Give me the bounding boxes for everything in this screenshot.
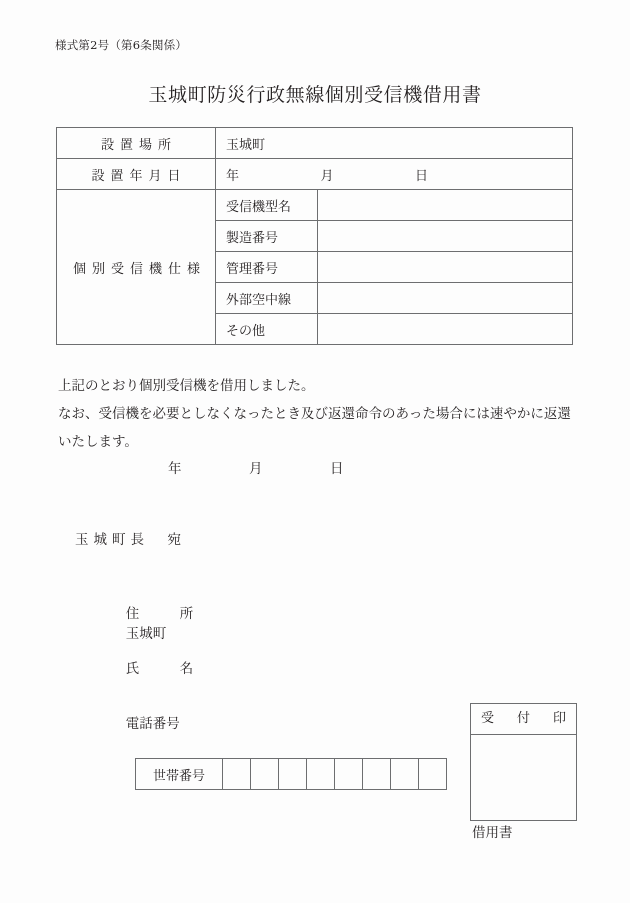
value-address[interactable]: 玉城町 — [125, 626, 167, 642]
label-address: 住 所 — [125, 606, 194, 622]
receipt-stamp-area[interactable] — [471, 735, 576, 820]
label-install-date-text: 設置年月日 — [91, 168, 187, 184]
label-install-location — [57, 128, 216, 159]
submission-date-line[interactable]: 年 月 日 — [168, 461, 344, 477]
body-paragraph-3: いたします。 — [58, 434, 138, 450]
receipt-stamp-header: 受 付 印 — [471, 704, 576, 735]
table-row-install-location — [57, 128, 573, 159]
label-serial-number: 製造番号 — [216, 221, 318, 252]
household-digit-cell[interactable] — [251, 759, 279, 790]
household-digit-cell[interactable] — [307, 759, 335, 790]
installation-spec-table — [56, 127, 573, 345]
table-row-receiver-model — [57, 190, 573, 221]
label-household-number: 世帯番号 — [136, 759, 223, 790]
value-other[interactable] — [318, 314, 573, 345]
household-digit-cell[interactable] — [279, 759, 307, 790]
label-control-number: 管理番号 — [216, 252, 318, 283]
body-paragraph-1: 上記のとおり個別受信機を借用しました。 — [58, 378, 315, 394]
value-install-location[interactable]: 玉城町 — [216, 128, 573, 159]
value-install-date[interactable]: 年 月 日 — [216, 159, 573, 190]
household-digit-cell[interactable] — [223, 759, 251, 790]
label-install-date — [57, 159, 216, 190]
household-digit-cell[interactable] — [363, 759, 391, 790]
household-digit-cell[interactable] — [391, 759, 419, 790]
value-control-number[interactable] — [318, 252, 573, 283]
label-receiver-model: 受信機型名 — [216, 190, 318, 221]
label-install-location-text: 設置場所 — [100, 137, 177, 153]
body-paragraph-2: なお、受信機を必要としなくなったとき及び返還命令のあった場合には速やかに返還 — [58, 406, 571, 422]
label-other: その他 — [216, 314, 318, 345]
household-digit-cell[interactable] — [335, 759, 363, 790]
label-receiver-spec — [57, 190, 216, 345]
value-external-antenna[interactable] — [318, 283, 573, 314]
value-serial-number[interactable] — [318, 221, 573, 252]
signature-block — [100, 586, 193, 751]
body-statement — [58, 372, 578, 456]
signature-row-address — [100, 586, 193, 641]
receipt-stamp-caption: 借用書 — [472, 825, 513, 841]
household-number-grid — [135, 758, 447, 790]
household-number-row — [136, 759, 447, 790]
table-row-install-date — [57, 159, 573, 190]
label-name: 氏 名 — [125, 661, 194, 677]
receipt-stamp-box — [470, 703, 577, 821]
label-external-antenna: 外部空中線 — [216, 283, 318, 314]
label-phone: 電話番号 — [125, 716, 180, 732]
household-digit-cell[interactable] — [419, 759, 447, 790]
label-receiver-spec-text: 個別受信機仕様 — [73, 261, 207, 277]
addressee-line: 玉城町長 宛 — [75, 532, 186, 548]
form-code-label: 様式第2号（第6条関係） — [55, 38, 188, 52]
value-receiver-model[interactable] — [318, 190, 573, 221]
page-title: 玉城町防災行政無線個別受信機借用書 — [148, 84, 482, 106]
